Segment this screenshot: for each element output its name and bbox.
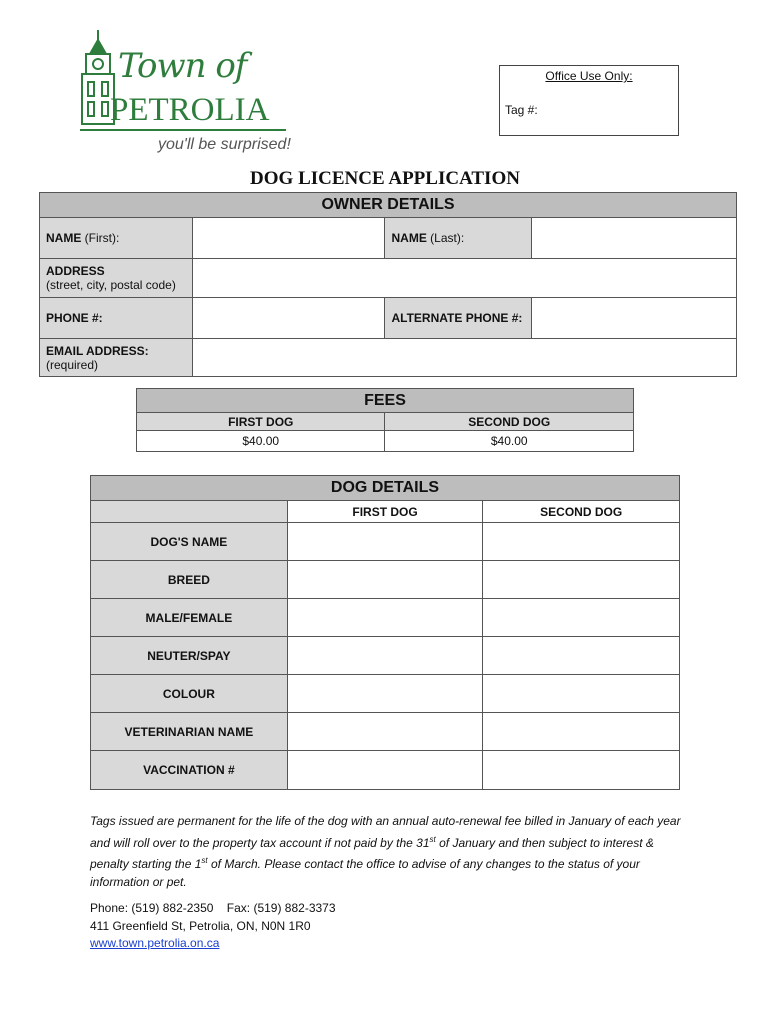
name-first-field[interactable]	[192, 218, 385, 259]
name-last-label: NAME (Last):	[385, 218, 532, 259]
dog-detail-row	[91, 599, 680, 637]
second-dog-field[interactable]	[483, 637, 680, 675]
second-dog-field[interactable]	[483, 561, 680, 599]
tag-number-label: Tag #:	[505, 103, 538, 117]
second-dog-field[interactable]	[483, 751, 680, 790]
dog-details-corner	[91, 501, 288, 523]
contact-fax: Fax: (519) 882-3373	[226, 901, 336, 915]
second-dog-field[interactable]	[483, 675, 680, 713]
contact-info	[90, 900, 336, 953]
dog-detail-row	[91, 751, 680, 790]
first-dog-field[interactable]	[287, 561, 483, 599]
dog-details-table	[90, 475, 680, 790]
dog-detail-label: DOG'S NAME	[91, 523, 288, 561]
logo-tagline: you'll be surprised!	[158, 136, 291, 153]
first-dog-field[interactable]	[287, 713, 483, 751]
first-dog-field[interactable]	[287, 523, 483, 561]
second-dog-field[interactable]	[483, 599, 680, 637]
office-use-heading: Office Use Only:	[545, 69, 633, 83]
dog-detail-label: NEUTER/SPAY	[91, 637, 288, 675]
renewal-note: Tags issued are permanent for the life of the dog with an annual auto-renewal fee billed in January of each year and will roll over to the property tax account if not paid by the 31st of January and then subject to interest & penalty starting the 1st of March. Please contact the office to advise of any changes to the status of your information or pet.	[90, 814, 681, 889]
first-dog-field[interactable]	[287, 751, 483, 790]
town-logo	[78, 28, 293, 163]
dog-detail-row	[91, 637, 680, 675]
page-title: DOG LICENCE APPLICATION	[250, 168, 520, 189]
alt-phone-label: ALTERNATE PHONE #:	[385, 298, 532, 339]
website-link[interactable]: www.town.petrolia.on.ca	[90, 936, 220, 950]
logo-petrolia-text: PETROLIA	[110, 92, 270, 128]
dog-detail-label: VETERINARIAN NAME	[91, 713, 288, 751]
fees-second-dog-label: SECOND DOG	[385, 413, 634, 431]
alt-phone-field[interactable]	[532, 298, 737, 339]
dog-detail-label: VACCINATION #	[91, 751, 288, 790]
dog-detail-row	[91, 561, 680, 599]
logo-underline	[80, 129, 286, 131]
second-dog-field[interactable]	[483, 523, 680, 561]
dog-detail-label: MALE/FEMALE	[91, 599, 288, 637]
logo-town-text: Town of	[118, 46, 247, 86]
owner-details-table	[39, 192, 737, 377]
fees-second-dog-value: $40.00	[385, 431, 634, 452]
phone-field[interactable]	[192, 298, 385, 339]
dog-detail-label: BREED	[91, 561, 288, 599]
dog-detail-row	[91, 713, 680, 751]
contact-phone: Phone: (519) 882-2350	[90, 901, 214, 915]
email-field[interactable]	[192, 339, 736, 377]
first-dog-field[interactable]	[287, 637, 483, 675]
office-use-box	[499, 65, 679, 136]
second-dog-field[interactable]	[483, 713, 680, 751]
fees-table	[136, 388, 634, 452]
name-last-field[interactable]	[532, 218, 737, 259]
first-dog-field[interactable]	[287, 675, 483, 713]
address-label: ADDRESS (street, city, postal code)	[40, 259, 193, 298]
first-dog-field[interactable]	[287, 599, 483, 637]
dog-detail-row	[91, 675, 680, 713]
fees-first-dog-label: FIRST DOG	[137, 413, 385, 431]
phone-label: PHONE #:	[40, 298, 193, 339]
address-field[interactable]	[192, 259, 736, 298]
name-first-label: NAME (First):	[40, 218, 193, 259]
dog-detail-label: COLOUR	[91, 675, 288, 713]
dog-second-col-header: SECOND DOG	[483, 501, 680, 523]
dog-first-col-header: FIRST DOG	[287, 501, 483, 523]
dog-details-heading: DOG DETAILS	[91, 476, 680, 501]
fees-heading: FEES	[137, 389, 634, 413]
owner-details-heading: OWNER DETAILS	[40, 193, 737, 218]
dog-detail-row	[91, 523, 680, 561]
contact-address: 411 Greenfield St, Petrolia, ON, N0N 1R0	[90, 918, 311, 933]
email-label: EMAIL ADDRESS: (required)	[40, 339, 193, 377]
fees-first-dog-value: $40.00	[137, 431, 385, 452]
